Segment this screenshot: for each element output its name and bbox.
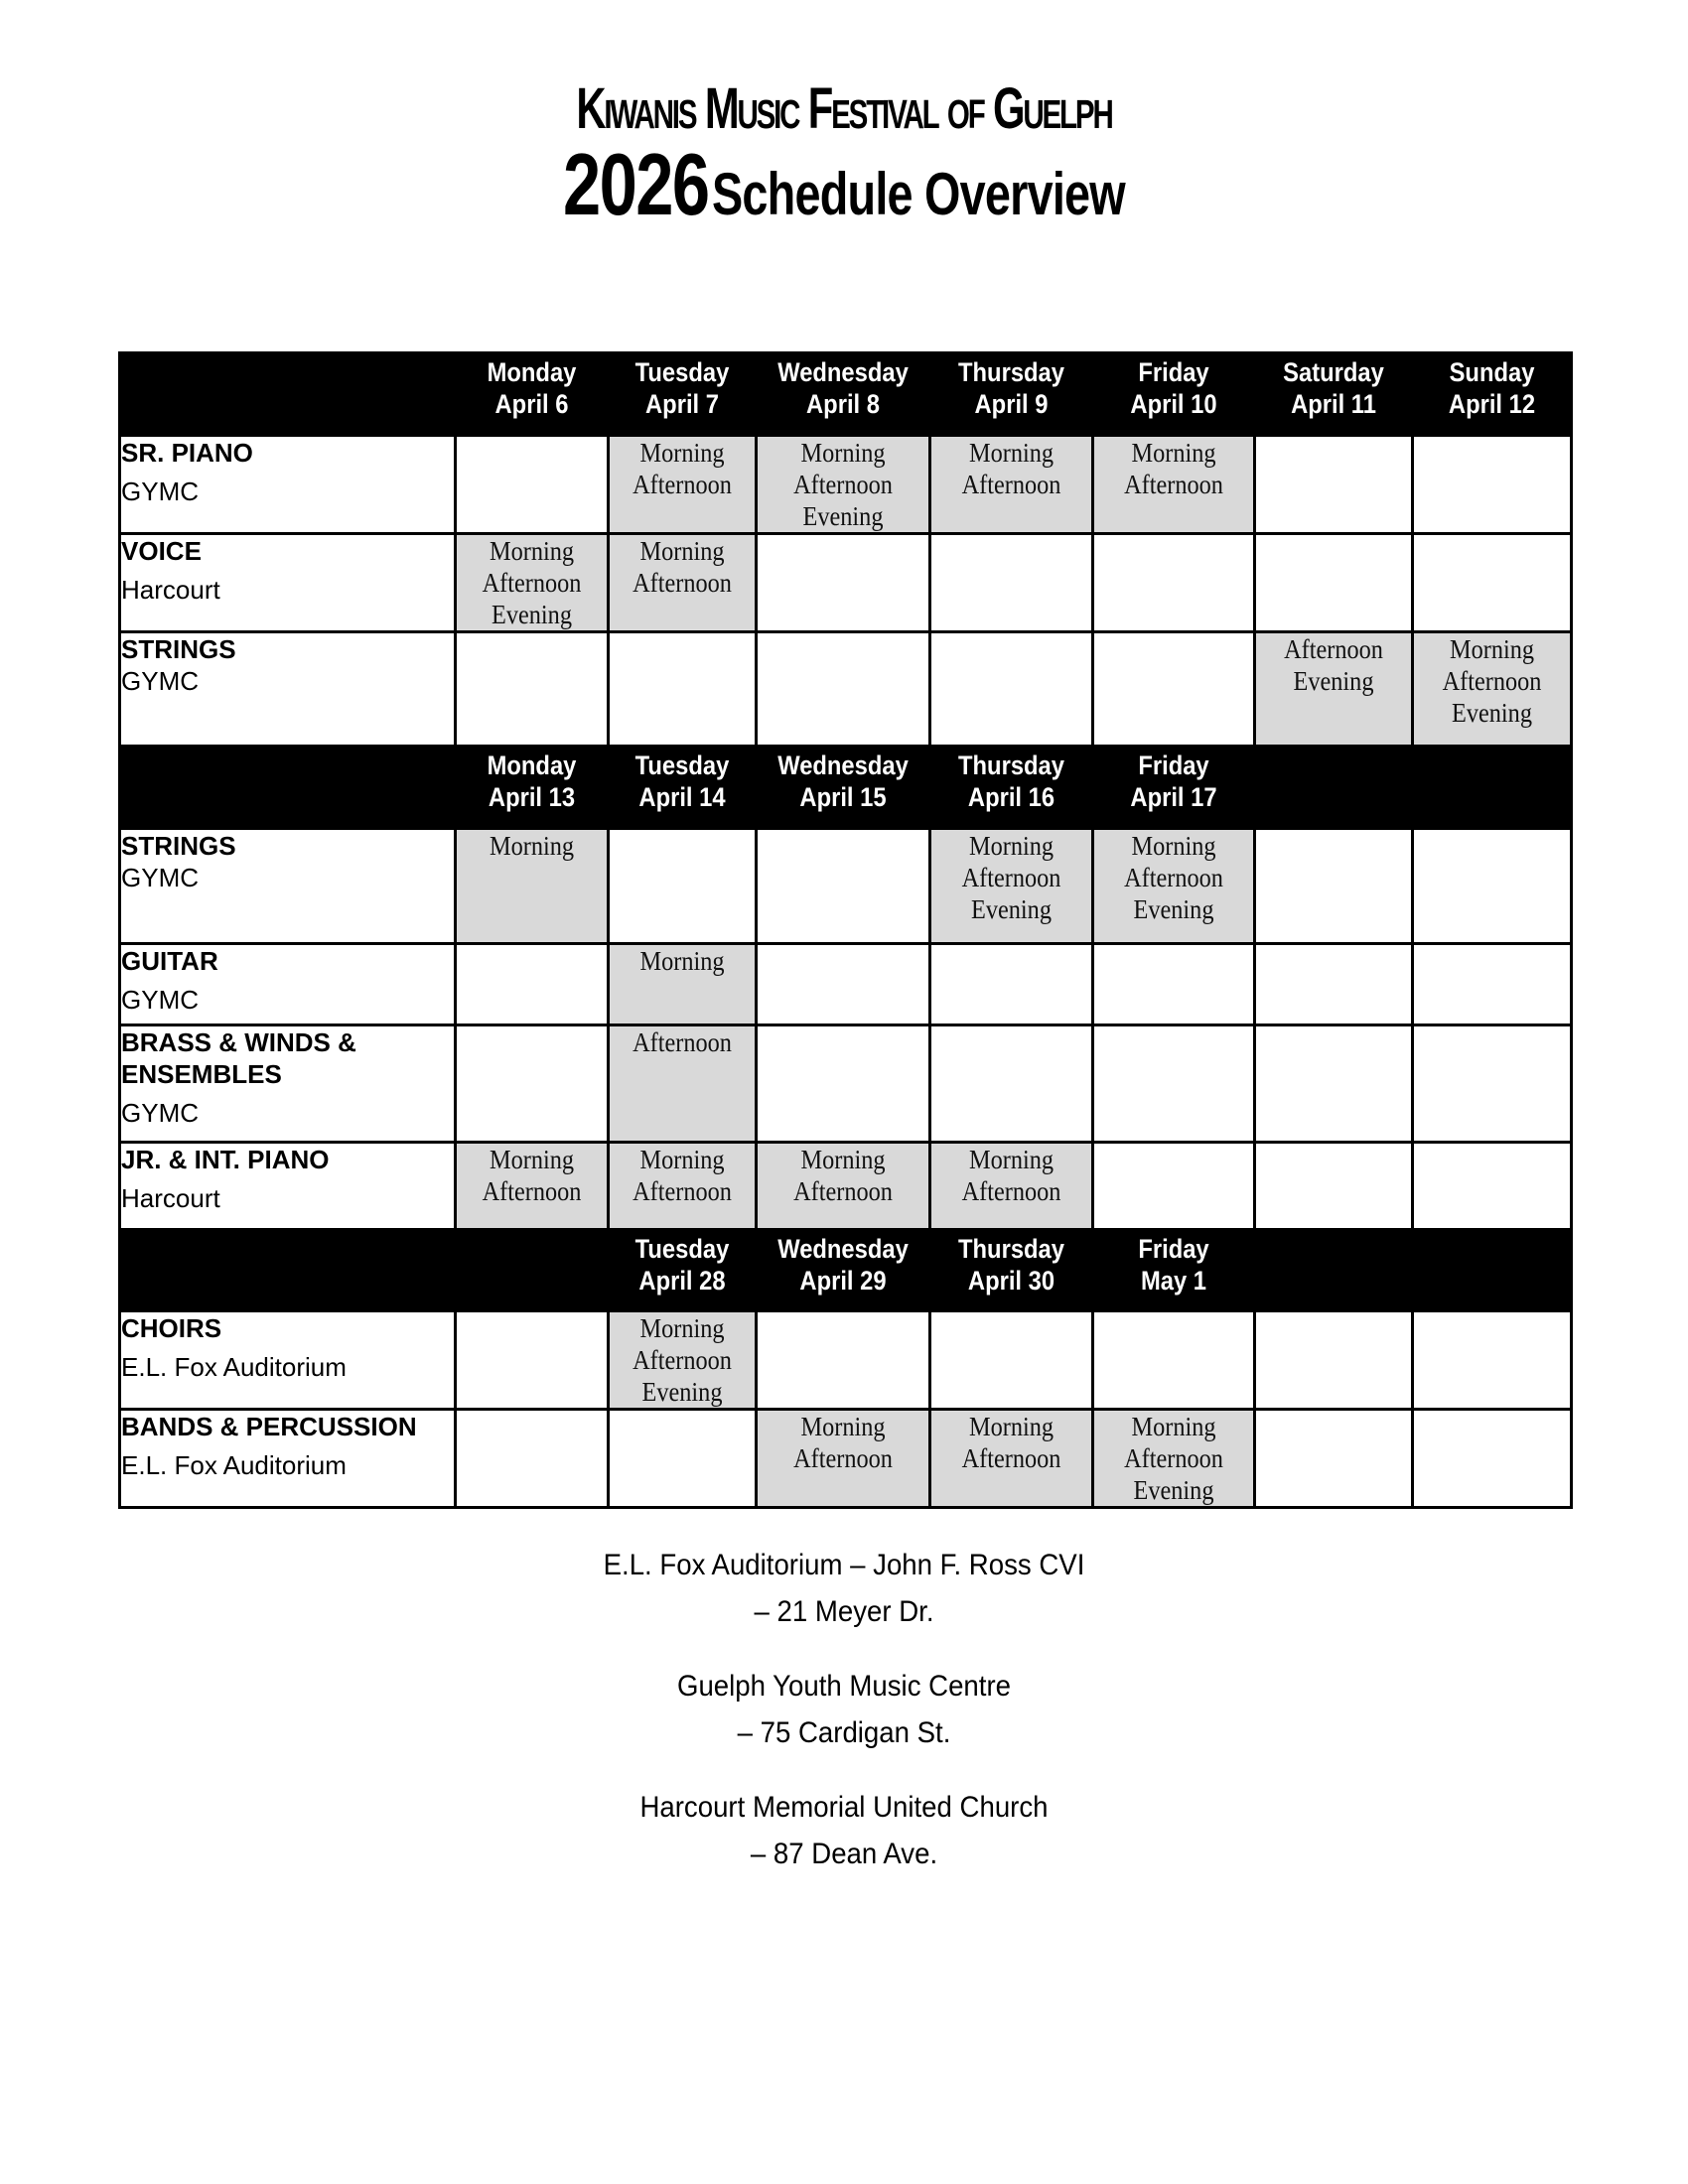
empty-cell xyxy=(1093,944,1255,1025)
empty-cell xyxy=(1255,944,1413,1025)
empty-cell xyxy=(1413,1311,1572,1410)
empty-cell xyxy=(609,1410,757,1508)
day-header xyxy=(1413,353,1572,436)
day-name: Friday xyxy=(1138,751,1209,780)
empty-cell xyxy=(757,829,930,944)
session-slot: Evening xyxy=(1133,894,1214,924)
table-row xyxy=(120,1410,1572,1508)
empty-cell xyxy=(1093,1143,1255,1230)
day-date: April 8 xyxy=(806,389,880,419)
category-label xyxy=(120,1025,456,1143)
day-header-row xyxy=(120,353,1572,436)
day-name: Friday xyxy=(1138,1234,1209,1264)
session-slot: Afternoon xyxy=(793,1176,893,1206)
day-header xyxy=(757,747,930,829)
day-header xyxy=(609,1230,757,1311)
session-slot: Afternoon xyxy=(1124,1443,1223,1473)
day-name: Sunday xyxy=(1449,357,1535,387)
day-header xyxy=(1413,747,1572,829)
session-slot: Afternoon xyxy=(961,863,1061,892)
empty-cell xyxy=(1093,534,1255,632)
session-slot: Morning xyxy=(489,536,575,566)
session-slot: Afternoon xyxy=(961,1176,1061,1206)
day-date: April 9 xyxy=(974,389,1049,419)
empty-cell xyxy=(757,1025,930,1143)
session-slot: Morning xyxy=(1131,438,1216,468)
session-slot: Afternoon xyxy=(633,1345,732,1375)
festival-title: Kiwanis Music Festival of Guelph xyxy=(576,76,1112,141)
day-name: Monday xyxy=(487,751,577,780)
session-slot: Morning xyxy=(639,438,725,468)
empty-cell xyxy=(757,1311,930,1410)
session-slot: Evening xyxy=(802,501,884,531)
empty-cell xyxy=(1413,534,1572,632)
schedule-title xyxy=(186,135,1502,250)
session-slot: Morning xyxy=(800,1412,886,1441)
schedule-subtitle: Schedule Overview xyxy=(711,161,1125,227)
day-name: Thursday xyxy=(958,1234,1064,1264)
day-date: April 30 xyxy=(967,1266,1055,1296)
category-venue: GYMC xyxy=(121,666,199,696)
day-header xyxy=(456,747,609,829)
category-name: STRINGS xyxy=(121,634,236,664)
empty-cell xyxy=(1093,1311,1255,1410)
day-header xyxy=(757,353,930,436)
empty-cell xyxy=(1093,632,1255,747)
scheduled-cell xyxy=(930,829,1093,944)
session-slot: Morning xyxy=(489,831,575,861)
scheduled-cell xyxy=(1093,1410,1255,1508)
category-name: BANDS & PERCUSSION xyxy=(121,1412,417,1441)
day-date: April 6 xyxy=(494,389,569,419)
category-label xyxy=(120,436,456,534)
session-slot: Afternoon xyxy=(1284,634,1383,664)
session-slot: Afternoon xyxy=(633,568,732,598)
day-header xyxy=(609,747,757,829)
category-venue: E.L. Fox Auditorium xyxy=(121,1352,347,1382)
table-row xyxy=(120,632,1572,747)
day-date: April 11 xyxy=(1291,389,1376,419)
empty-cell xyxy=(609,632,757,747)
table-row xyxy=(120,1311,1572,1410)
day-date: April 28 xyxy=(638,1266,726,1296)
venue-name: Harcourt Memorial United Church xyxy=(639,1791,1049,1824)
day-date: April 7 xyxy=(645,389,719,419)
session-slot: Morning xyxy=(1131,1412,1216,1441)
scheduled-cell xyxy=(930,1410,1093,1508)
empty-cell xyxy=(456,944,609,1025)
empty-cell xyxy=(1255,829,1413,944)
empty-cell xyxy=(456,632,609,747)
scheduled-cell xyxy=(1413,632,1572,747)
table-row xyxy=(120,829,1572,944)
day-name: Wednesday xyxy=(777,1234,909,1264)
empty-cell xyxy=(1413,436,1572,534)
session-slot: Afternoon xyxy=(793,1443,893,1473)
day-header xyxy=(1413,1230,1572,1311)
session-slot: Evening xyxy=(1452,698,1532,728)
session-slot: Afternoon xyxy=(961,470,1061,499)
session-slot: Afternoon xyxy=(633,1027,732,1057)
session-slot: Afternoon xyxy=(482,568,582,598)
empty-cell xyxy=(1413,944,1572,1025)
day-header-row xyxy=(120,1230,1572,1311)
empty-cell xyxy=(930,1311,1093,1410)
venue-address: – 87 Dean Ave. xyxy=(750,1838,938,1870)
empty-cell xyxy=(456,1025,609,1143)
scheduled-cell xyxy=(1093,829,1255,944)
category-label xyxy=(120,632,456,747)
category-label xyxy=(120,829,456,944)
empty-cell xyxy=(609,829,757,944)
empty-cell xyxy=(1413,829,1572,944)
empty-cell xyxy=(757,632,930,747)
table-row xyxy=(120,534,1572,632)
session-slot: Morning xyxy=(639,1145,725,1174)
day-header xyxy=(456,1230,609,1311)
empty-cell xyxy=(757,534,930,632)
session-slot: Morning xyxy=(800,1145,886,1174)
day-name: Tuesday xyxy=(634,1234,730,1264)
venue-name: E.L. Fox Auditorium – John F. Ross CVI xyxy=(603,1549,1085,1581)
schedule-year: 2026 xyxy=(563,135,709,233)
day-header xyxy=(930,747,1093,829)
empty-cell xyxy=(1255,1410,1413,1508)
category-name: STRINGS xyxy=(121,831,236,861)
session-slot: Afternoon xyxy=(633,470,732,499)
category-name: VOICE xyxy=(121,536,202,566)
session-slot: Evening xyxy=(641,1377,723,1407)
table-row xyxy=(120,1025,1572,1143)
scheduled-cell xyxy=(456,829,609,944)
session-slot: Morning xyxy=(800,438,886,468)
schedule-table xyxy=(118,351,1573,1509)
header-corner xyxy=(120,747,456,829)
category-label xyxy=(120,944,456,1025)
empty-cell xyxy=(1255,1143,1413,1230)
empty-cell xyxy=(1093,1025,1255,1143)
session-slot: Morning xyxy=(968,438,1055,468)
category-label xyxy=(120,1410,456,1508)
scheduled-cell xyxy=(609,1025,757,1143)
empty-cell xyxy=(1413,1143,1572,1230)
empty-cell xyxy=(1255,534,1413,632)
table-row xyxy=(120,436,1572,534)
day-header xyxy=(757,1230,930,1311)
day-date: April 15 xyxy=(799,782,887,812)
scheduled-cell xyxy=(609,1311,757,1410)
day-header xyxy=(1255,353,1413,436)
day-date: April 17 xyxy=(1130,782,1217,812)
empty-cell xyxy=(930,1025,1093,1143)
day-header xyxy=(1255,1230,1413,1311)
day-date: May 1 xyxy=(1140,1266,1207,1296)
category-name: SR. PIANO xyxy=(121,438,253,468)
day-header xyxy=(930,1230,1093,1311)
category-label xyxy=(120,1311,456,1410)
session-slot: Afternoon xyxy=(482,1176,582,1206)
session-slot: Morning xyxy=(968,1412,1055,1441)
scheduled-cell xyxy=(609,534,757,632)
scheduled-cell xyxy=(757,1143,930,1230)
empty-cell xyxy=(456,436,609,534)
scheduled-cell xyxy=(757,1410,930,1508)
day-header xyxy=(1093,747,1255,829)
session-slot: Afternoon xyxy=(961,1443,1061,1473)
scheduled-cell xyxy=(609,944,757,1025)
category-name: CHOIRS xyxy=(121,1313,222,1343)
venue-address: – 75 Cardigan St. xyxy=(737,1716,951,1749)
empty-cell xyxy=(930,632,1093,747)
scheduled-cell xyxy=(609,1143,757,1230)
empty-cell xyxy=(1413,1025,1572,1143)
day-header xyxy=(609,353,757,436)
category-venue: E.L. Fox Auditorium xyxy=(121,1450,347,1480)
session-slot: Afternoon xyxy=(1124,470,1223,499)
day-date: April 14 xyxy=(638,782,726,812)
day-name: Tuesday xyxy=(634,357,730,387)
session-slot: Evening xyxy=(1133,1475,1214,1505)
venue-entry xyxy=(0,1663,1688,1756)
day-date: April 12 xyxy=(1448,389,1536,419)
day-name: Wednesday xyxy=(777,357,909,387)
empty-cell xyxy=(930,534,1093,632)
venue-list xyxy=(0,1542,1688,1877)
session-slot: Morning xyxy=(1449,634,1535,664)
day-header xyxy=(1093,1230,1255,1311)
day-date: April 10 xyxy=(1130,389,1217,419)
table-row xyxy=(120,1143,1572,1230)
empty-cell xyxy=(456,1410,609,1508)
scheduled-cell xyxy=(930,1143,1093,1230)
empty-cell xyxy=(757,944,930,1025)
day-name: Thursday xyxy=(958,751,1064,780)
day-header xyxy=(930,353,1093,436)
category-venue: Harcourt xyxy=(121,1183,220,1213)
category-venue: GYMC xyxy=(121,985,199,1015)
scheduled-cell xyxy=(1255,632,1413,747)
day-date: April 16 xyxy=(967,782,1055,812)
session-slot: Morning xyxy=(639,1313,725,1343)
day-header xyxy=(1255,747,1413,829)
day-name: Thursday xyxy=(958,357,1064,387)
venue-entry xyxy=(0,1784,1688,1877)
session-slot: Afternoon xyxy=(633,1176,732,1206)
session-slot: Evening xyxy=(492,600,572,629)
session-slot: Morning xyxy=(1131,831,1216,861)
category-name: GUITAR xyxy=(121,946,218,976)
day-name: Saturday xyxy=(1283,357,1384,387)
day-name: Tuesday xyxy=(634,751,730,780)
scheduled-cell xyxy=(456,534,609,632)
header-corner xyxy=(120,353,456,436)
venue-address: – 21 Meyer Dr. xyxy=(754,1595,934,1628)
category-name: BRASS & WINDS & ENSEMBLES xyxy=(121,1027,356,1089)
scheduled-cell xyxy=(930,436,1093,534)
table-row xyxy=(120,944,1572,1025)
venue-name: Guelph Youth Music Centre xyxy=(676,1670,1012,1703)
category-venue: GYMC xyxy=(121,1098,199,1128)
day-name: Monday xyxy=(487,357,577,387)
category-venue: GYMC xyxy=(121,477,199,506)
session-slot: Morning xyxy=(489,1145,575,1174)
session-slot: Morning xyxy=(639,946,725,976)
day-date: April 29 xyxy=(799,1266,887,1296)
session-slot: Evening xyxy=(971,894,1052,924)
category-label xyxy=(120,534,456,632)
day-date: April 13 xyxy=(488,782,576,812)
session-slot: Afternoon xyxy=(1124,863,1223,892)
day-name: Wednesday xyxy=(777,751,909,780)
header-corner xyxy=(120,1230,456,1311)
session-slot: Morning xyxy=(639,536,725,566)
day-name: Friday xyxy=(1138,357,1209,387)
session-slot: Evening xyxy=(1293,666,1374,696)
venue-entry xyxy=(0,1542,1688,1635)
scheduled-cell xyxy=(757,436,930,534)
empty-cell xyxy=(1255,1025,1413,1143)
category-venue: Harcourt xyxy=(121,575,220,605)
session-slot: Afternoon xyxy=(1442,666,1542,696)
scheduled-cell xyxy=(1093,436,1255,534)
scheduled-cell xyxy=(456,1143,609,1230)
category-label xyxy=(120,1143,456,1230)
day-header xyxy=(1093,353,1255,436)
day-header xyxy=(456,353,609,436)
session-slot: Afternoon xyxy=(793,470,893,499)
empty-cell xyxy=(1255,436,1413,534)
category-name: JR. & INT. PIANO xyxy=(121,1145,330,1174)
scheduled-cell xyxy=(609,436,757,534)
empty-cell xyxy=(1255,1311,1413,1410)
category-venue: GYMC xyxy=(121,863,199,892)
session-slot: Morning xyxy=(968,1145,1055,1174)
day-header-row xyxy=(120,747,1572,829)
empty-cell xyxy=(456,1311,609,1410)
empty-cell xyxy=(930,944,1093,1025)
session-slot: Morning xyxy=(968,831,1055,861)
empty-cell xyxy=(1413,1410,1572,1508)
